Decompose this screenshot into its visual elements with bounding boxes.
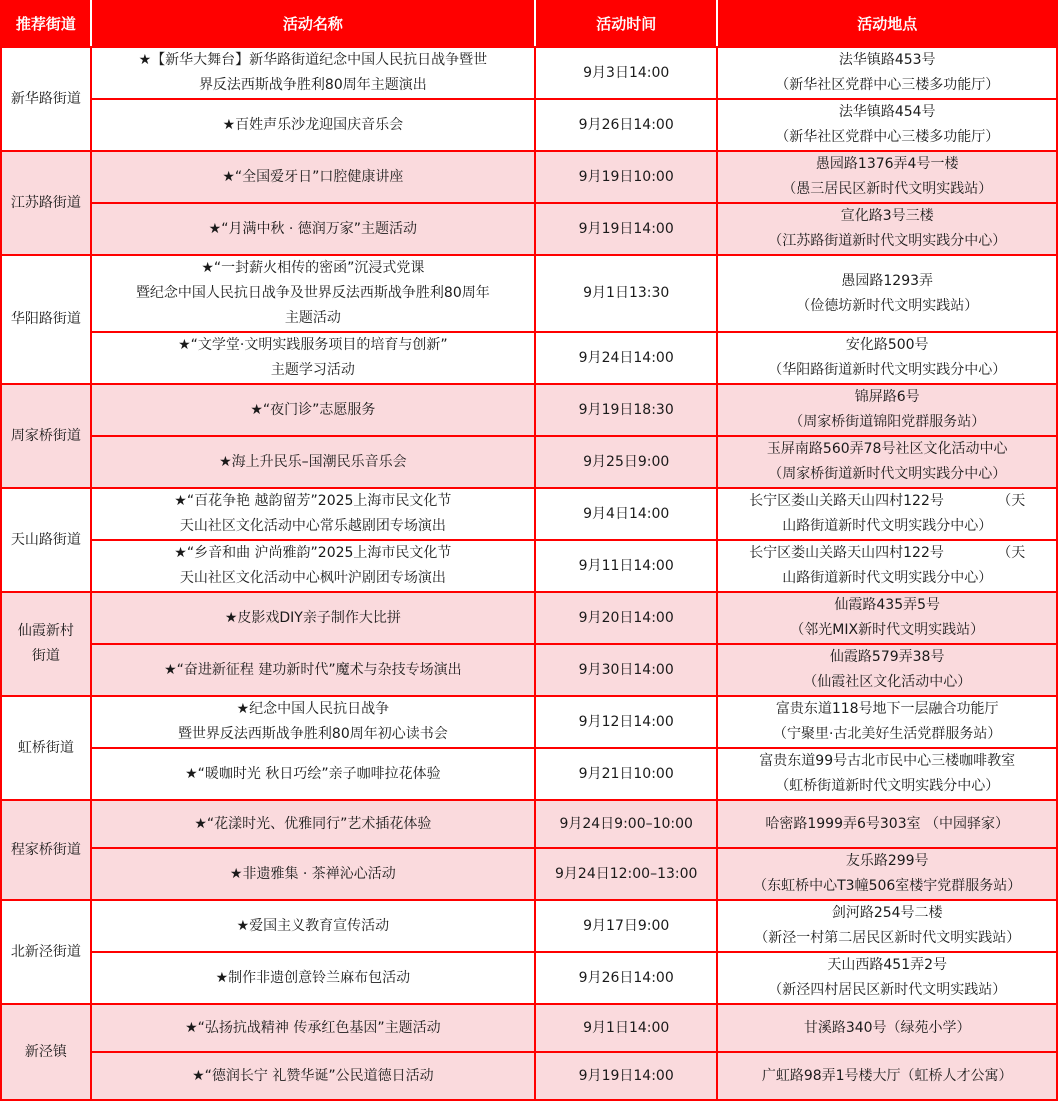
district-label: 华阳路街道 — [10, 311, 81, 327]
activity-location-text: （东虹桥中心T3幢506室楼宇党群服务站） — [753, 878, 1022, 894]
activity-name-cell — [91, 540, 535, 592]
activity-location-cell — [717, 644, 1057, 696]
activity-location-cell — [717, 748, 1057, 800]
table-row — [1, 696, 1057, 748]
activity-location-text: 哈密路1999弄6号303室 （中园驿家） — [765, 815, 1010, 832]
activity-location-text: 山路街道新时代文明实践分中心） — [782, 518, 993, 534]
activity-name-text: ★非遗雅集 · 茶禅沁心活动 — [229, 865, 396, 882]
activity-name-text: ★纪念中国人民抗日战争 — [236, 701, 390, 717]
header-activity-location: 活动地点 — [717, 1, 1057, 47]
activity-name-cell — [91, 592, 535, 644]
activity-time-cell: 9月19日10:00 — [535, 151, 717, 203]
activity-name-cell — [91, 900, 535, 952]
activity-location-text: 宣化路3号三楼 — [840, 208, 934, 224]
activity-location-text: （新华社区党群中心三楼多功能厅） — [775, 77, 1000, 93]
activity-location-text: （华阳路街道新时代文明实践分中心） — [768, 362, 1007, 378]
activity-name-cell — [91, 99, 535, 151]
activity-name-cell — [91, 47, 535, 99]
activity-location-text: 长宁区娄山关路天山四村122号 （天 — [749, 493, 1026, 509]
activity-location-text: 仙霞路579弄38号 — [829, 649, 945, 665]
activity-name-text: ★皮影戏DIY亲子制作大比拼 — [224, 609, 401, 626]
activity-location-text: （周家桥街道锦阳党群服务站） — [789, 414, 986, 430]
district-cell — [1, 800, 91, 900]
activity-location-cell — [717, 1004, 1057, 1052]
activity-name-text: ★“弘扬抗战精神 传承红色基因”主题活动 — [185, 1019, 441, 1036]
district-cell — [1, 1004, 91, 1100]
table-header-row — [1, 1, 1057, 47]
activity-time-cell: 9月3日14:00 — [535, 47, 717, 99]
activity-location-cell — [717, 1052, 1057, 1100]
district-label: 江苏路街道 — [10, 194, 81, 211]
activity-name-cell — [91, 151, 535, 203]
activity-location-text: （邻光MIX新时代文明实践站） — [790, 622, 985, 638]
activity-location-text: （江苏路街道新时代文明实践分中心） — [768, 233, 1007, 249]
activity-location-text: （俭德坊新时代文明实践站） — [796, 297, 979, 314]
activity-location-cell — [717, 151, 1057, 203]
activity-time-cell: 9月24日9:00–10:00 — [535, 800, 717, 848]
table-row — [1, 151, 1057, 203]
activity-time-cell: 9月26日14:00 — [535, 99, 717, 151]
activity-location-cell — [717, 384, 1057, 436]
header-activity-name: 活动名称 — [91, 1, 535, 47]
activity-name-cell — [91, 848, 535, 900]
activity-name-text: ★“奋进新征程 建功新时代”魔术与杂技专场演出 — [164, 661, 462, 678]
activity-location-text: 富贵东道99号古北市民中心三楼咖啡教室 — [759, 753, 1016, 769]
activity-location-text: 法华镇路453号 — [838, 52, 936, 68]
activity-location-cell — [717, 952, 1057, 1004]
activity-name-text: ★“一封薪火相传的密函”沉浸式党课 — [201, 260, 425, 276]
activity-name-text: ★百姓声乐沙龙迎国庆音乐会 — [222, 116, 404, 133]
table-row — [1, 1052, 1057, 1100]
activity-name-text: ★“夜门诊”志愿服务 — [250, 401, 376, 418]
table-row — [1, 848, 1057, 900]
activity-name-cell — [91, 644, 535, 696]
activity-location-text: 锦屏路6号 — [854, 389, 920, 405]
district-label: 北新泾街道 — [10, 943, 81, 960]
table-row — [1, 900, 1057, 952]
activity-time-cell: 9月1日14:00 — [535, 1004, 717, 1052]
activity-name-text: ★爱国主义教育宣传活动 — [236, 917, 390, 934]
activity-time-cell: 9月24日14:00 — [535, 332, 717, 384]
table-row — [1, 436, 1057, 488]
activity-location-text: （虹桥街道新时代文明实践分中心） — [775, 778, 1000, 794]
activity-location-cell — [717, 203, 1057, 255]
district-cell — [1, 592, 91, 696]
activity-name-text: ★“德润长宁 礼赞华诞”公民道德日活动 — [192, 1067, 434, 1084]
activity-name-text: ★“百花争艳 越韵留芳”2025上海市民文化节 — [174, 493, 452, 509]
activity-location-text: 法华镇路454号 — [838, 104, 936, 120]
activity-name-text: ★“乡音和曲 沪尚雅韵”2025上海市民文化节 — [174, 545, 452, 561]
activity-name-text: 天山社区文化活动中心枫叶沪剧团专场演出 — [179, 570, 446, 586]
district-cell — [1, 384, 91, 488]
activity-location-cell — [717, 800, 1057, 848]
activity-time-cell: 9月19日14:00 — [535, 203, 717, 255]
activity-time-cell: 9月19日14:00 — [535, 1052, 717, 1100]
activity-time-cell: 9月4日14:00 — [535, 488, 717, 540]
activity-time-cell: 9月21日10:00 — [535, 748, 717, 800]
table-row — [1, 644, 1057, 696]
activity-location-text: 甘溪路340号（绿苑小学） — [803, 1019, 971, 1036]
activity-location-text: 玉屏南路560弄78号社区文化活动中心 — [766, 441, 1008, 457]
activity-name-text: ★“暖咖时光 秋日巧绘”亲子咖啡拉花体验 — [185, 765, 441, 782]
activity-location-text: （新泾四村居民区新时代文明实践站） — [768, 982, 1007, 998]
activity-name-text: 暨纪念中国人民抗日战争及世界反法西斯战争胜利80周年 — [135, 285, 490, 301]
activity-time-cell: 9月25日9:00 — [535, 436, 717, 488]
activity-location-text: 愚园路1376弄4号一楼 — [815, 156, 959, 172]
activity-time-cell: 9月17日9:00 — [535, 900, 717, 952]
activity-name-text: ★“月满中秋 · 德润万家”主题活动 — [208, 220, 418, 237]
activity-name-text: ★海上升民乐–国潮民乐音乐会 — [219, 453, 407, 470]
activity-location-cell — [717, 540, 1057, 592]
activity-location-text: 剑河路254号二楼 — [831, 905, 943, 921]
activity-name-cell — [91, 800, 535, 848]
activity-location-text: （周家桥街道新时代文明实践分中心） — [768, 466, 1007, 482]
activity-name-cell — [91, 384, 535, 436]
district-label: 新泾镇 — [24, 1043, 67, 1060]
activity-location-text: 友乐路299号 — [845, 853, 929, 869]
activity-name-text: 界反法西斯战争胜利80周年主题演出 — [198, 77, 427, 93]
district-label: 虹桥街道 — [17, 739, 74, 756]
table-row — [1, 332, 1057, 384]
district-cell — [1, 696, 91, 800]
district-label: 程家桥街道 — [10, 841, 81, 858]
activity-name-text: 主题学习活动 — [270, 362, 355, 378]
activity-location-text: 长宁区娄山关路天山四村122号 （天 — [749, 545, 1026, 561]
table-row — [1, 592, 1057, 644]
activity-location-text: （仙霞社区文化活动中心） — [803, 674, 972, 690]
activity-time-cell: 9月20日14:00 — [535, 592, 717, 644]
activity-name-text: 主题活动 — [284, 310, 341, 326]
activity-name-cell — [91, 436, 535, 488]
table-row — [1, 255, 1057, 332]
activity-name-cell — [91, 488, 535, 540]
activity-time-cell: 9月24日12:00–13:00 — [535, 848, 717, 900]
activity-location-cell — [717, 488, 1057, 540]
district-cell — [1, 151, 91, 255]
activity-location-cell — [717, 99, 1057, 151]
activity-location-text: （愚三居民区新时代文明实践站） — [782, 181, 993, 197]
activity-location-text: 愚园路1293弄 — [841, 272, 934, 289]
activity-name-cell — [91, 1052, 535, 1100]
activity-name-text: ★“全国爱牙日”口腔健康讲座 — [222, 168, 404, 185]
district-cell — [1, 900, 91, 1004]
table-row — [1, 47, 1057, 99]
activity-name-cell — [91, 1004, 535, 1052]
activity-name-text: ★“文学堂·文明实践服务项目的培育与创新” — [178, 337, 448, 353]
district-cell — [1, 47, 91, 151]
table-row — [1, 384, 1057, 436]
activity-name-cell — [91, 952, 535, 1004]
district-label: 周家桥街道 — [10, 427, 81, 444]
activity-location-text: 仙霞路435弄5号 — [834, 597, 941, 613]
activity-name-text: ★制作非遗创意铃兰麻布包活动 — [215, 969, 411, 986]
table-row — [1, 488, 1057, 540]
activity-location-text: （新泾一村第二居民区新时代文明实践站） — [754, 930, 1021, 946]
district-label: 街道 — [31, 648, 60, 664]
header-district: 推荐街道 — [1, 1, 91, 47]
activity-time-cell: 9月19日18:30 — [535, 384, 717, 436]
table-row — [1, 800, 1057, 848]
activity-time-cell: 9月12日14:00 — [535, 696, 717, 748]
activity-name-cell — [91, 203, 535, 255]
activity-location-text: 广虹路98弄1号楼大厅（虹桥人才公寓） — [761, 1067, 1013, 1084]
activity-location-cell — [717, 332, 1057, 384]
activity-location-text: 安化路500号 — [845, 337, 929, 353]
activity-location-cell — [717, 592, 1057, 644]
activity-name-cell — [91, 255, 535, 332]
activity-name-text: ★【新华大舞台】新华路街道纪念中国人民抗日战争暨世 — [138, 52, 488, 68]
activity-name-text: ★“花漾时光、优雅同行”艺术插花体验 — [194, 815, 432, 832]
activity-location-text: 山路街道新时代文明实践分中心） — [782, 570, 993, 586]
activity-name-text: 天山社区文化活动中心常乐越剧团专场演出 — [179, 518, 446, 534]
table-row — [1, 1004, 1057, 1052]
activity-time-cell: 9月26日14:00 — [535, 952, 717, 1004]
activity-location-cell — [717, 696, 1057, 748]
district-label: 仙霞新村 — [17, 623, 74, 639]
activity-location-cell — [717, 47, 1057, 99]
activity-location-text: （新华社区党群中心三楼多功能厅） — [775, 129, 1000, 145]
activity-name-text: 暨世界反法西斯战争胜利80周年初心读书会 — [177, 726, 448, 742]
activity-location-cell — [717, 848, 1057, 900]
table-row — [1, 540, 1057, 592]
activity-time-cell: 9月30日14:00 — [535, 644, 717, 696]
activity-location-cell — [717, 436, 1057, 488]
district-cell — [1, 488, 91, 592]
activity-time-cell: 9月11日14:00 — [535, 540, 717, 592]
table-row — [1, 203, 1057, 255]
activity-location-cell — [717, 900, 1057, 952]
activity-location-cell — [717, 255, 1057, 332]
activity-name-cell — [91, 696, 535, 748]
activity-time-cell: 9月1日13:30 — [535, 255, 717, 332]
district-label: 新华路街道 — [10, 90, 81, 107]
table-row — [1, 748, 1057, 800]
district-label: 天山路街道 — [10, 531, 81, 548]
activity-name-cell — [91, 332, 535, 384]
activity-location-text: 天山西路451弄2号 — [827, 957, 948, 973]
header-activity-time: 活动时间 — [535, 1, 717, 47]
table-body — [1, 47, 1057, 1100]
activity-name-cell — [91, 748, 535, 800]
district-cell — [1, 255, 91, 384]
activity-location-text: （宁聚里·古北美好生活党群服务站） — [772, 726, 1002, 742]
table-row — [1, 99, 1057, 151]
table-row — [1, 952, 1057, 1004]
activity-location-text: 富贵东道118号地下一层融合功能厅 — [775, 701, 999, 717]
